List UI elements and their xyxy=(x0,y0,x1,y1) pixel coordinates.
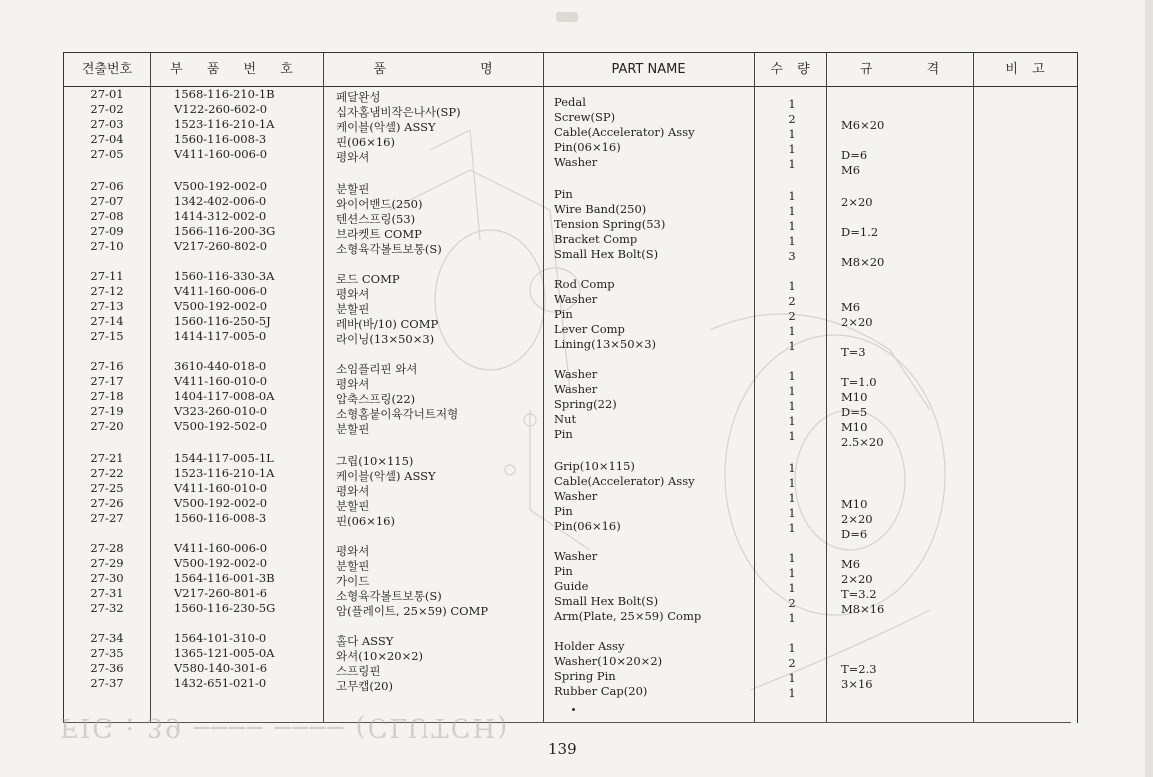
quantity-cell: 1 xyxy=(788,686,796,700)
part-number-cell: 1566-116-200-3G xyxy=(174,224,276,238)
part-name-cell: Pin xyxy=(554,564,573,578)
korean-name-cell: 핀(06×16) xyxy=(336,514,395,528)
quantity-cell: 1 xyxy=(788,414,796,428)
ref-no-cell: 27-34 xyxy=(90,631,124,645)
quantity-cell: 1 xyxy=(788,384,796,398)
ref-no-cell: 27-07 xyxy=(90,194,124,208)
korean-name-cell: 소임플리핀 와셔 xyxy=(336,362,418,376)
korean-name-cell: 브라켓트 COMP xyxy=(336,227,422,241)
part-name-cell: Small Hex Bolt(S) xyxy=(554,594,659,608)
spec-cell: M6×20 xyxy=(841,118,885,132)
korean-name-cell: 고무캡(20) xyxy=(336,679,393,693)
spec-cell: 2×20 xyxy=(841,572,873,586)
korean-name-cell: 소형홈붙이육각너트저형 xyxy=(336,407,459,421)
part-name-cell: Pin xyxy=(554,307,573,321)
ref-no-cell: 27-03 xyxy=(90,117,124,131)
part-number-cell: 1560-116-250-5J xyxy=(174,314,271,328)
spec-cell: D=6 xyxy=(841,527,868,541)
part-name-cell: Washer xyxy=(554,382,598,396)
korean-name-cell: 분할핀 xyxy=(336,559,370,573)
quantity-cell: 2 xyxy=(788,309,796,323)
korean-name-cell: 평와셔 xyxy=(336,484,370,498)
part-name-cell: Nut xyxy=(554,412,577,426)
spec-cell: M6 xyxy=(841,557,861,571)
spec-cell: T=3 xyxy=(841,345,866,359)
part-name-cell: Screw(SP) xyxy=(554,110,616,124)
part-number-cell: V411-160-006-0 xyxy=(174,284,268,298)
part-name-cell: Spring Pin xyxy=(554,669,616,683)
korean-name-cell: 홀다 ASSY xyxy=(336,634,394,648)
table-row xyxy=(64,239,1077,269)
quantity-cell: 1 xyxy=(788,461,796,475)
ref-no-cell: 27-18 xyxy=(90,389,124,403)
page-edge xyxy=(1145,0,1153,777)
header-remarks: 비 고 xyxy=(1005,62,1045,77)
ref-no-cell: 27-13 xyxy=(90,299,124,313)
part-number-cell: V500-192-002-0 xyxy=(174,299,268,313)
quantity-cell: 1 xyxy=(788,189,796,203)
part-number-cell: V411-160-006-0 xyxy=(174,541,268,555)
speck xyxy=(572,708,575,711)
part-number-cell: 1544-117-005-1L xyxy=(174,451,274,465)
ref-no-cell: 27-12 xyxy=(90,284,124,298)
part-name-cell: Pedal xyxy=(554,95,586,109)
part-number-cell: 1414-117-005-0 xyxy=(174,329,267,343)
korean-name-cell: 텐션스프링(53) xyxy=(336,212,416,226)
spec-cell: M8×20 xyxy=(841,255,885,269)
part-name-cell: Washer(10×20×2) xyxy=(554,654,663,668)
part-name-cell: Washer xyxy=(554,549,598,563)
quantity-cell: 1 xyxy=(788,551,796,565)
korean-name-cell: 라이닝(13×50×3) xyxy=(336,332,435,346)
part-name-cell: Spring(22) xyxy=(554,397,617,411)
quantity-cell: 2 xyxy=(788,596,796,610)
spec-cell: D=5 xyxy=(841,405,868,419)
ref-no-cell: 27-11 xyxy=(90,269,124,283)
quantity-cell: 1 xyxy=(788,521,796,535)
part-name-cell: Guide xyxy=(554,579,589,593)
ref-no-cell: 27-21 xyxy=(90,451,124,465)
ref-no-cell: 27-30 xyxy=(90,571,124,585)
ref-no-cell: 27-26 xyxy=(90,496,124,510)
part-name-cell: Pin(06×16) xyxy=(554,140,621,154)
parts-table xyxy=(63,52,1078,723)
part-name-cell: Lining(13×50×3) xyxy=(554,337,656,351)
korean-name-cell: 스프링핀 xyxy=(336,664,381,678)
quantity-cell: 1 xyxy=(788,399,796,413)
part-number-cell: 1560-116-008-3 xyxy=(174,511,267,525)
part-number-cell: 3610-440-018-0 xyxy=(174,359,267,373)
table-row xyxy=(64,601,1077,625)
korean-name-cell: 소형육각볼트보통(S) xyxy=(336,242,442,256)
quantity-cell: 2 xyxy=(788,294,796,308)
part-name-cell: Pin xyxy=(554,187,573,201)
korean-name-cell: 케이블(악셀) ASSY xyxy=(336,120,436,134)
header-spec: 규 격 xyxy=(859,62,940,77)
part-number-cell: 1432-651-021-0 xyxy=(174,676,267,690)
part-name-cell: Rod Comp xyxy=(554,277,615,291)
spec-cell: M10 xyxy=(841,390,868,404)
part-number-cell: 1523-116-210-1A xyxy=(174,117,275,131)
ref-no-cell: 27-14 xyxy=(90,314,124,328)
part-name-cell: Lever Comp xyxy=(554,322,625,336)
spec-cell: M6 xyxy=(841,300,861,314)
korean-name-cell: 분할핀 xyxy=(336,182,370,196)
spec-cell: M6 xyxy=(841,163,861,177)
part-name-cell: Washer xyxy=(554,489,598,503)
part-number-cell: 1342-402-006-0 xyxy=(174,194,267,208)
ref-no-cell: 27-01 xyxy=(90,87,124,101)
ref-no-cell: 27-04 xyxy=(90,132,124,146)
part-name-cell: Wire Band(250) xyxy=(554,202,647,216)
spec-cell: D=1.2 xyxy=(841,225,879,239)
spec-cell: T=1.0 xyxy=(841,375,877,389)
ref-no-cell: 27-17 xyxy=(90,374,124,388)
quantity-cell: 1 xyxy=(788,671,796,685)
quantity-cell: 2 xyxy=(788,112,796,126)
header-part-number: 부 품 번 호 xyxy=(170,62,303,77)
spec-cell: 2×20 xyxy=(841,512,873,526)
part-name-cell: Rubber Cap(20) xyxy=(554,684,648,698)
part-name-cell: Cable(Accelerator) Assy xyxy=(554,125,695,139)
part-number-cell: 1404-117-008-0A xyxy=(174,389,275,403)
top-page-mark xyxy=(556,12,578,22)
korean-name-cell: 페달완성 xyxy=(336,90,381,104)
part-number-cell: V500-192-002-0 xyxy=(174,179,268,193)
ref-no-cell: 27-16 xyxy=(90,359,124,373)
quantity-cell: 1 xyxy=(788,339,796,353)
quantity-cell: 1 xyxy=(788,506,796,520)
quantity-cell: 1 xyxy=(788,641,796,655)
quantity-cell: 1 xyxy=(788,369,796,383)
part-number-cell: 1523-116-210-1A xyxy=(174,466,275,480)
part-number-cell: 1560-116-008-3 xyxy=(174,132,267,146)
quantity-cell: 2 xyxy=(788,656,796,670)
quantity-cell: 1 xyxy=(788,566,796,580)
part-number-cell: V217-260-801-6 xyxy=(174,586,268,600)
ref-no-cell: 27-29 xyxy=(90,556,124,570)
quantity-cell: 3 xyxy=(788,249,796,263)
part-number-cell: V411-160-006-0 xyxy=(174,147,268,161)
table-row xyxy=(64,511,1077,541)
quantity-cell: 1 xyxy=(788,611,796,625)
quantity-cell: 1 xyxy=(788,142,796,156)
korean-name-cell: 레바(바/10) COMP xyxy=(336,317,439,331)
spec-cell: 2×20 xyxy=(841,195,873,209)
spec-cell: D=6 xyxy=(841,148,868,162)
ref-no-cell: 27-10 xyxy=(90,239,124,253)
header-quantity: 수 량 xyxy=(770,62,810,77)
spec-cell: M10 xyxy=(841,497,868,511)
ref-no-cell: 27-32 xyxy=(90,601,124,615)
korean-name-cell: 평와셔 xyxy=(336,287,370,301)
part-number-cell: 1365-121-005-0A xyxy=(174,646,275,660)
korean-name-cell: 가이드 xyxy=(336,574,370,588)
ref-no-cell: 27-08 xyxy=(90,209,124,223)
spec-cell: M10 xyxy=(841,420,868,434)
ref-no-cell: 27-28 xyxy=(90,541,124,555)
korean-name-cell: 평와셔 xyxy=(336,544,370,558)
header-name-korean: 품 명 xyxy=(373,62,493,77)
part-name-cell: Cable(Accelerator) Assy xyxy=(554,474,695,488)
part-number-cell: V500-192-502-0 xyxy=(174,419,268,433)
quantity-cell: 1 xyxy=(788,429,796,443)
part-name-cell: Holder Assy xyxy=(554,639,625,653)
part-number-cell: V122-260-602-0 xyxy=(174,102,268,116)
ref-no-cell: 27-02 xyxy=(90,102,124,116)
header-ref-no: 견출번호 xyxy=(81,62,133,77)
ref-no-cell: 27-20 xyxy=(90,419,124,433)
part-name-cell: Pin(06×16) xyxy=(554,519,621,533)
part-name-cell: Bracket Comp xyxy=(554,232,638,246)
korean-name-cell: 십자홈냄비작은나사(SP) xyxy=(336,105,461,119)
part-number-cell: V580-140-301-6 xyxy=(174,661,268,675)
table-row xyxy=(64,329,1077,359)
part-number-cell: 1560-116-330-3A xyxy=(174,269,275,283)
korean-name-cell: 로드 COMP xyxy=(336,272,400,286)
part-name-cell: Arm(Plate, 25×59) Comp xyxy=(554,609,702,623)
show-through-caption: FIG : 39 ──── ──── (CLUTCH) xyxy=(60,712,510,742)
part-name-cell: Grip(10×115) xyxy=(554,459,635,473)
ref-no-cell: 27-09 xyxy=(90,224,124,238)
korean-name-cell: 와셔(10×20×2) xyxy=(336,649,424,663)
part-name-cell: Washer xyxy=(554,367,598,381)
ref-no-cell: 27-25 xyxy=(90,481,124,495)
spec-cell: 2.5×20 xyxy=(841,435,884,449)
quantity-cell: 1 xyxy=(788,491,796,505)
korean-name-cell: 분할핀 xyxy=(336,422,370,436)
quantity-cell: 1 xyxy=(788,234,796,248)
part-name-cell: Washer xyxy=(554,155,598,169)
spec-cell: T=3.2 xyxy=(841,587,877,601)
spec-cell: T=2.3 xyxy=(841,662,877,676)
ref-no-cell: 27-35 xyxy=(90,646,124,660)
table-row xyxy=(64,676,1077,700)
spec-cell: M8×16 xyxy=(841,602,885,616)
korean-name-cell: 핀(06×16) xyxy=(336,135,395,149)
table-row xyxy=(64,147,1077,177)
spec-cell: 2×20 xyxy=(841,315,873,329)
table-row xyxy=(64,419,1077,449)
part-name-cell: Pin xyxy=(554,504,573,518)
part-name-cell: Tension Spring(53) xyxy=(554,217,666,231)
part-number-cell: V500-192-002-0 xyxy=(174,556,268,570)
spec-cell: 3×16 xyxy=(841,677,873,691)
ref-no-cell: 27-22 xyxy=(90,466,124,480)
korean-name-cell: 그립(10×115) xyxy=(336,454,414,468)
korean-name-cell: 평와셔 xyxy=(336,150,370,164)
quantity-cell: 1 xyxy=(788,127,796,141)
header-part-name: PART NAME xyxy=(611,62,686,77)
ref-no-cell: 27-15 xyxy=(90,329,124,343)
page-number: 139 xyxy=(548,740,577,758)
korean-name-cell: 암(플레이트, 25×59) COMP xyxy=(336,604,489,618)
ref-no-cell: 27-19 xyxy=(90,404,124,418)
ref-no-cell: 27-06 xyxy=(90,179,124,193)
quantity-cell: 1 xyxy=(788,204,796,218)
table-header xyxy=(64,53,1077,87)
part-name-cell: Small Hex Bolt(S) xyxy=(554,247,659,261)
korean-name-cell: 분할핀 xyxy=(336,302,370,316)
part-number-cell: 1564-101-310-0 xyxy=(174,631,267,645)
quantity-cell: 1 xyxy=(788,476,796,490)
korean-name-cell: 케이블(악셀) ASSY xyxy=(336,469,436,483)
quantity-cell: 1 xyxy=(788,581,796,595)
part-number-cell: V500-192-002-0 xyxy=(174,496,268,510)
quantity-cell: 1 xyxy=(788,219,796,233)
part-number-cell: V217-260-802-0 xyxy=(174,239,268,253)
korean-name-cell: 평와셔 xyxy=(336,377,370,391)
korean-name-cell: 분할핀 xyxy=(336,499,370,513)
quantity-cell: 1 xyxy=(788,97,796,111)
part-number-cell: V411-160-010-0 xyxy=(174,374,268,388)
part-name-cell: Pin xyxy=(554,427,573,441)
part-number-cell: V323-260-010-0 xyxy=(174,404,268,418)
ref-no-cell: 27-36 xyxy=(90,661,124,675)
part-number-cell: 1568-116-210-1B xyxy=(174,87,275,101)
ref-no-cell: 27-37 xyxy=(90,676,124,690)
part-number-cell: 1414-312-002-0 xyxy=(174,209,267,223)
quantity-cell: 1 xyxy=(788,324,796,338)
part-name-cell: Washer xyxy=(554,292,598,306)
quantity-cell: 1 xyxy=(788,157,796,171)
part-number-cell: 1564-116-001-3B xyxy=(174,571,275,585)
korean-name-cell: 와이어밴드(250) xyxy=(336,197,423,211)
korean-name-cell: 소형육각볼트보통(S) xyxy=(336,589,442,603)
quantity-cell: 1 xyxy=(788,279,796,293)
korean-name-cell: 압축스프링(22) xyxy=(336,392,416,406)
part-number-cell: 1560-116-230-5G xyxy=(174,601,276,615)
ref-no-cell: 27-31 xyxy=(90,586,124,600)
ref-no-cell: 27-27 xyxy=(90,511,124,525)
ref-no-cell: 27-05 xyxy=(90,147,124,161)
part-number-cell: V411-160-010-0 xyxy=(174,481,268,495)
